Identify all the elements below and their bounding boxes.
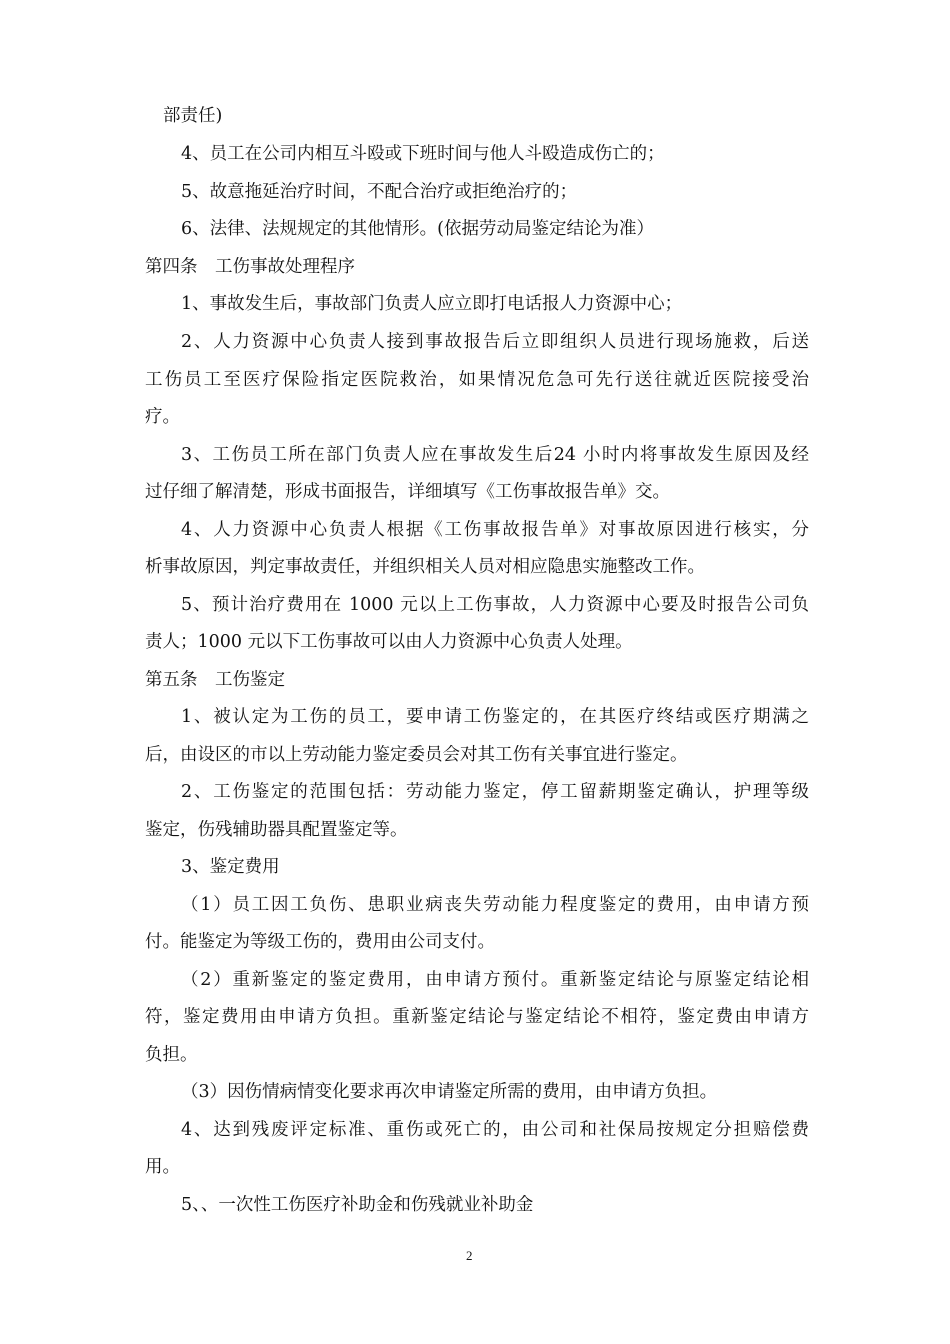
section-heading: 第四条 工伤事故处理程序: [145, 257, 355, 277]
text-line: 3、鉴定费用: [181, 857, 280, 877]
text-line: 5、故意拖延治疗时间，不配合治疗或拒绝治疗的；: [181, 182, 578, 202]
text-line: 负担。: [145, 1045, 198, 1065]
page-number: 2: [466, 1248, 473, 1263]
text-line: 4、达到残废评定标准、重伤或死亡的，由公司和社保局按规定分担赔偿费: [181, 1120, 809, 1140]
text-line: （3）因伤情病情变化要求再次申请鉴定所需的费用，由申请方负担。: [181, 1082, 718, 1102]
text-line: 析事故原因，判定事故责任，并组织相关人员对相应隐患实施整改工作。: [145, 557, 705, 577]
section-heading: 第五条 工伤鉴定: [145, 670, 285, 690]
text-line: 疗。: [145, 407, 180, 427]
text-line: 6、法律、法规规定的其他情形。(依据劳动局鉴定结论为准）: [181, 219, 654, 239]
text-line: 鉴定，伤残辅助器具配置鉴定等。: [145, 820, 408, 840]
text-line: 2、人力资源中心负责人接到事故报告后立即组织人员进行现场施救，后送: [181, 332, 809, 352]
text-line: 4、人力资源中心负责人根据《工伤事故报告单》对事故原因进行核实，分: [181, 520, 809, 540]
text-line: 符，鉴定费用由申请方负担。重新鉴定结论与鉴定结论不相符，鉴定费由申请方: [145, 1007, 809, 1027]
text-line: 责人；1000 元以下工伤事故可以由人力资源中心负责人处理。: [145, 632, 633, 652]
text-line: （1）员工因工负伤、患职业病丧失劳动能力程度鉴定的费用，由申请方预: [181, 895, 809, 915]
text-line: 1、事故发生后，事故部门负责人应立即打电话报人力资源中心；: [181, 294, 683, 314]
text-line: 4、员工在公司内相互斗殴或下班时间与他人斗殴造成伤亡的；: [181, 144, 665, 164]
text-line: 工伤员工至医疗保险指定医院救治，如果情况危急可先行送往就近医院接受治: [145, 370, 809, 390]
text-line: （2）重新鉴定的鉴定费用，由申请方预付。重新鉴定结论与原鉴定结论相: [181, 970, 809, 990]
text-line: 部责任): [163, 106, 223, 126]
text-line: 2、工伤鉴定的范围包括：劳动能力鉴定，停工留薪期鉴定确认，护理等级: [181, 782, 809, 802]
text-line: 5、、一次性工伤医疗补助金和伤残就业补助金: [181, 1195, 534, 1215]
text-line: 3、工伤员工所在部门负责人应在事故发生后24 小时内将事故发生原因及经: [181, 445, 809, 465]
text-line: 1、被认定为工伤的员工，要申请工伤鉴定的，在其医疗终结或医疗期满之: [181, 707, 809, 727]
text-line: 用。: [145, 1157, 180, 1177]
text-line: 5、预计治疗费用在 1000 元以上工伤事故，人力资源中心要及时报告公司负: [181, 595, 809, 615]
text-line: 付。能鉴定为等级工伤的，费用由公司支付。: [145, 932, 495, 952]
text-line: 后，由设区的市以上劳动能力鉴定委员会对其工伤有关事宜进行鉴定。: [145, 745, 688, 765]
text-line: 过仔细了解清楚，形成书面报告，详细填写《工伤事故报告单》交。: [145, 482, 670, 502]
